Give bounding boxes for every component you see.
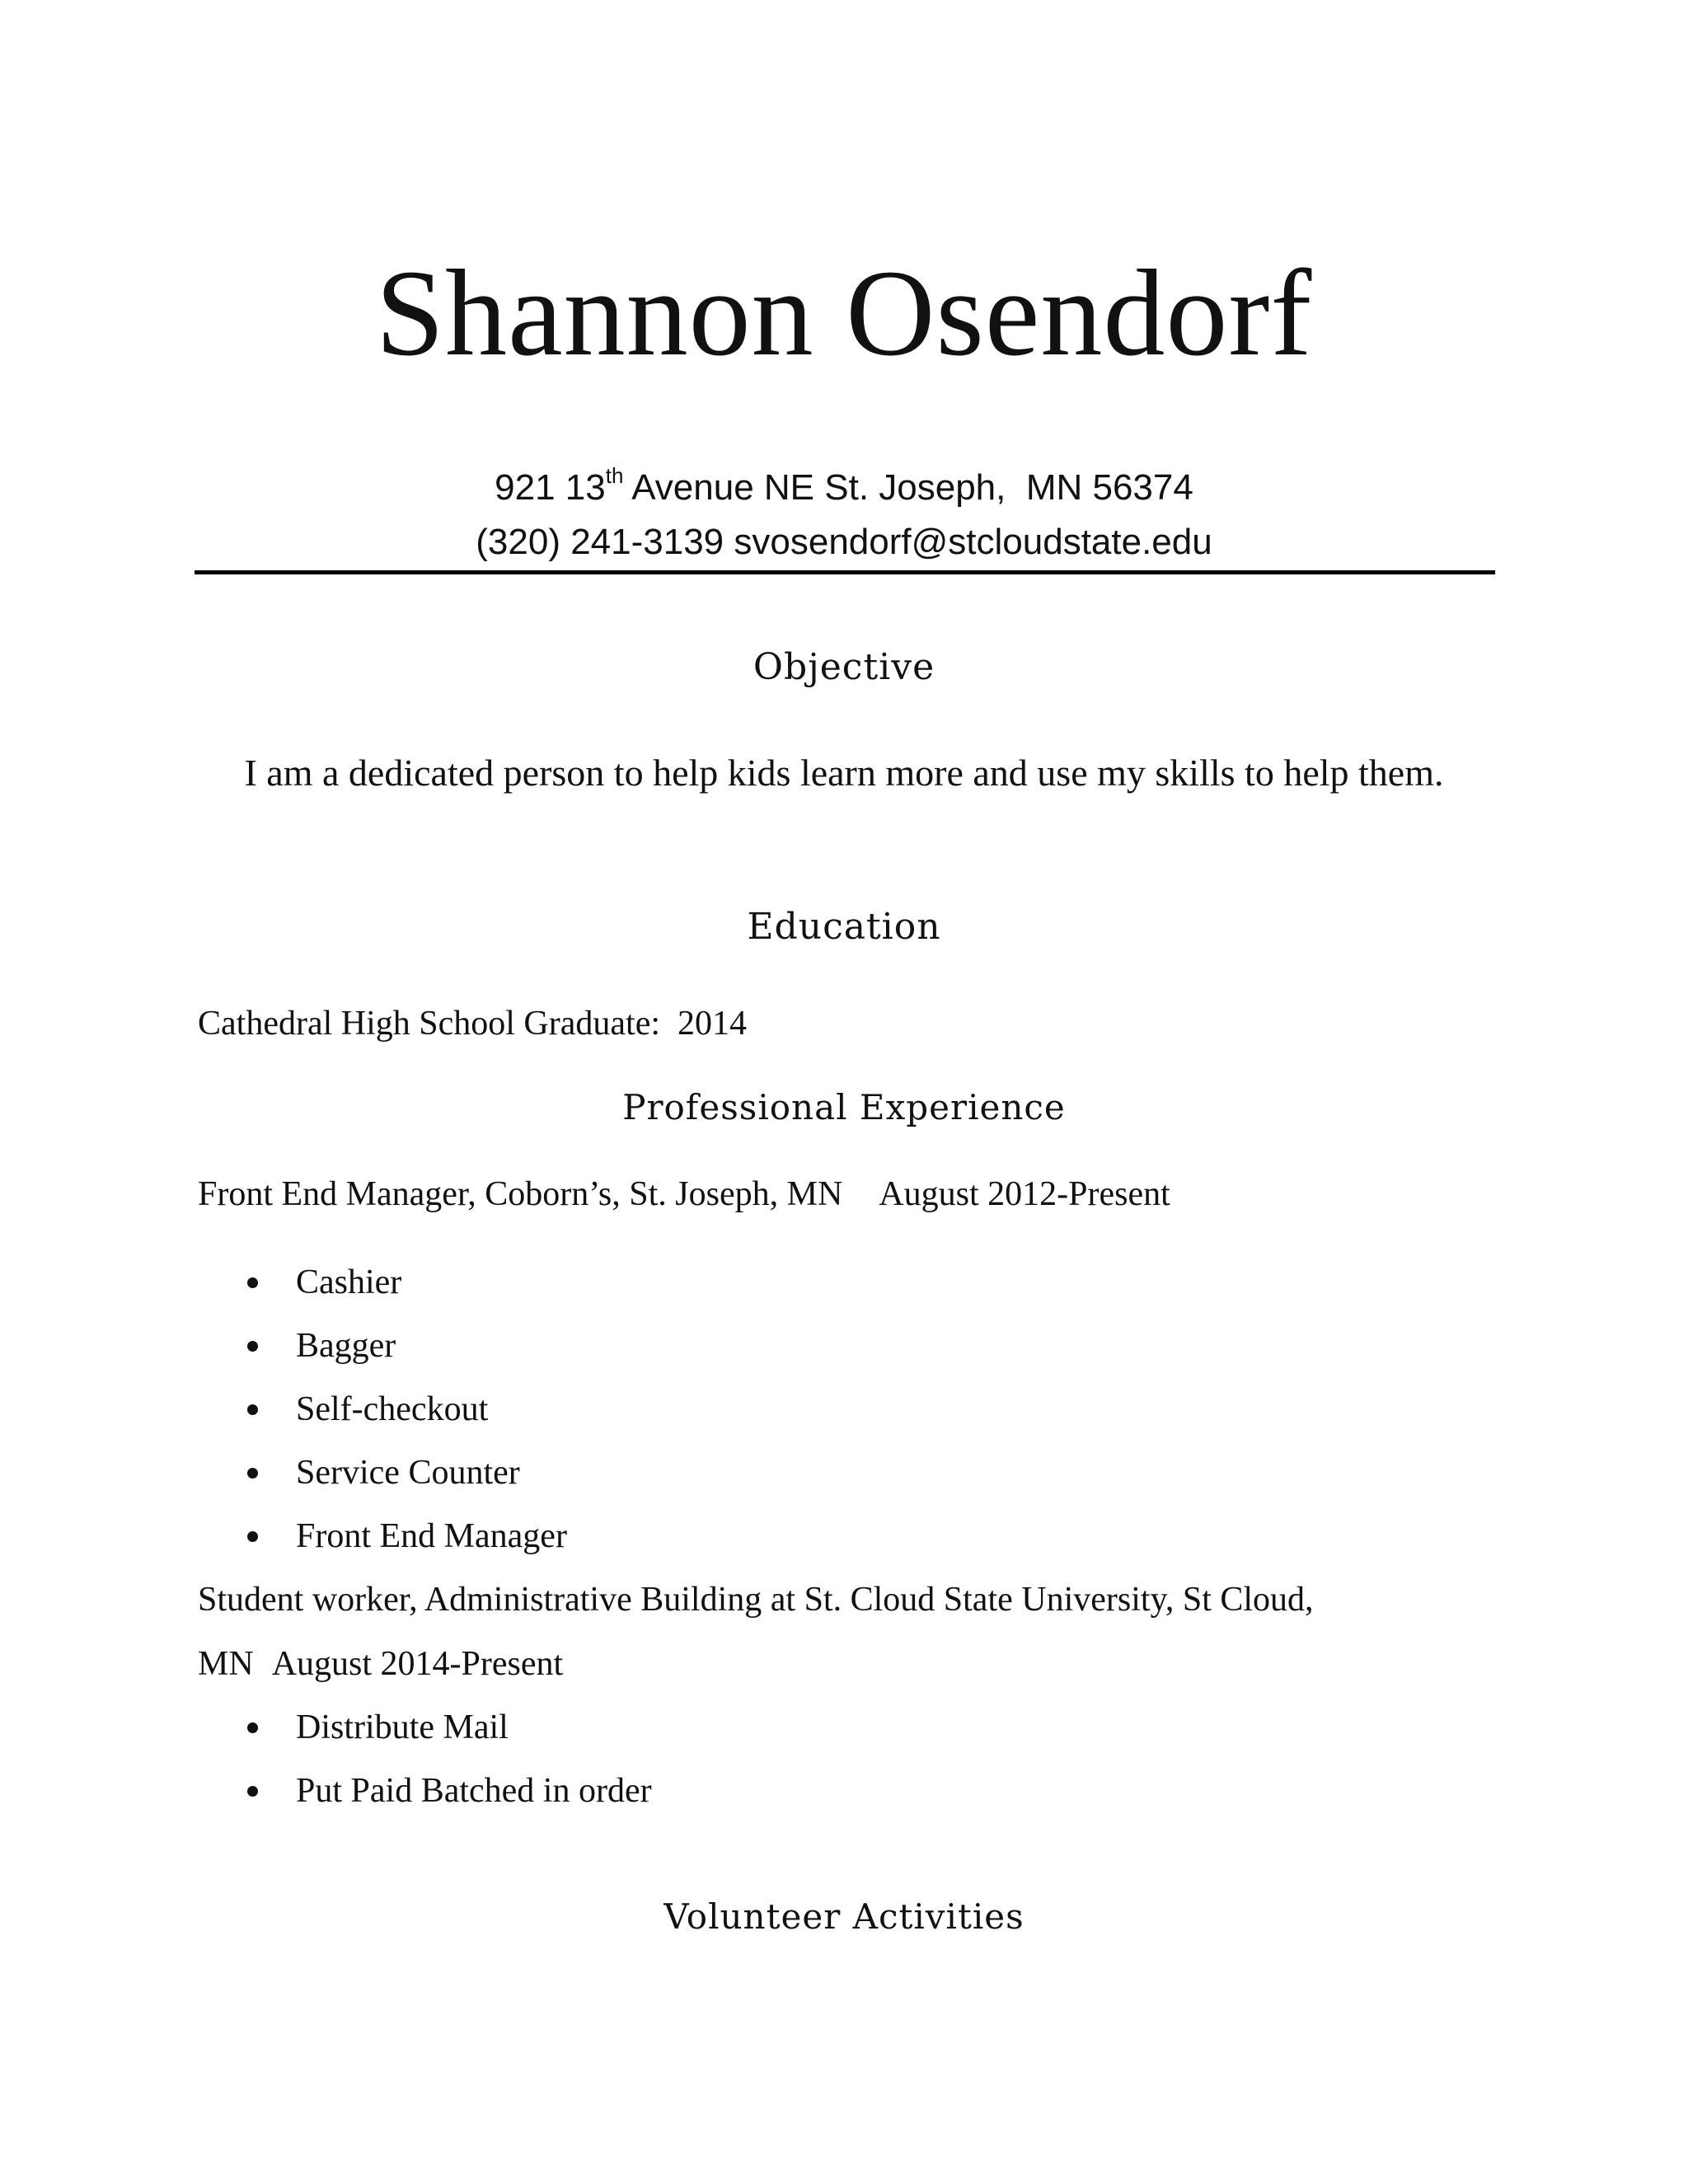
duty-text: Distribute Mail (296, 1708, 509, 1746)
job-title-line (198, 1177, 1170, 1212)
bullet-icon (247, 1341, 258, 1352)
objective-text: I am a dedicated person to help kids learn more and use my skills to help them. (244, 752, 1444, 794)
job-title-continued: MN (198, 1645, 254, 1683)
section-heading-objective: Objective (753, 646, 935, 688)
education-entry: Cathedral High School Graduate: 2014 (198, 1005, 748, 1043)
duty-text: Service Counter (296, 1454, 520, 1492)
bullet-icon (247, 1531, 258, 1542)
job-title: Student worker, Administrative Building at St. Cloud State University, St Cloud, (198, 1581, 1314, 1619)
list-item (247, 1519, 567, 1554)
list-item (247, 1710, 509, 1745)
list-item (247, 1265, 401, 1300)
section-heading-experience: Professional Experience (622, 1087, 1066, 1127)
list-item (247, 1455, 520, 1490)
bullet-icon (247, 1468, 258, 1479)
duty-text: Cashier (296, 1263, 402, 1301)
contact-phone-email: (320) 241-3139 svosendorf@stcloudstate.edu (476, 522, 1212, 562)
duty-text: Front End Manager (296, 1517, 567, 1555)
job-dates: August 2012-Present (879, 1175, 1170, 1213)
list-item (247, 1392, 488, 1427)
resume-name: Shannon Osendorf (375, 245, 1313, 382)
address-rest: Avenue NE St. Joseph, MN 56374 (623, 467, 1193, 508)
bullet-icon (247, 1404, 258, 1415)
address-ordinal-suffix: th (605, 463, 624, 488)
contact-address (0, 463, 1688, 508)
header-divider (195, 570, 1495, 574)
job-title-line (198, 1647, 563, 1681)
bullet-icon (247, 1722, 258, 1733)
job-dates: August 2014-Present (271, 1645, 564, 1683)
list-item (247, 1774, 652, 1808)
section-heading-education: Education (747, 906, 941, 948)
duty-text: Put Paid Batched in order (296, 1772, 652, 1810)
list-item (247, 1329, 396, 1363)
duty-text: Self-checkout (296, 1390, 489, 1428)
job-title: Front End Manager, Coborn’s, St. Joseph, MN (198, 1175, 843, 1213)
duty-text: Bagger (296, 1327, 396, 1365)
bullet-icon (247, 1277, 258, 1288)
address-number: 921 13 (495, 467, 606, 508)
section-heading-volunteer: Volunteer Activities (663, 1896, 1025, 1937)
bullet-icon (247, 1786, 258, 1797)
